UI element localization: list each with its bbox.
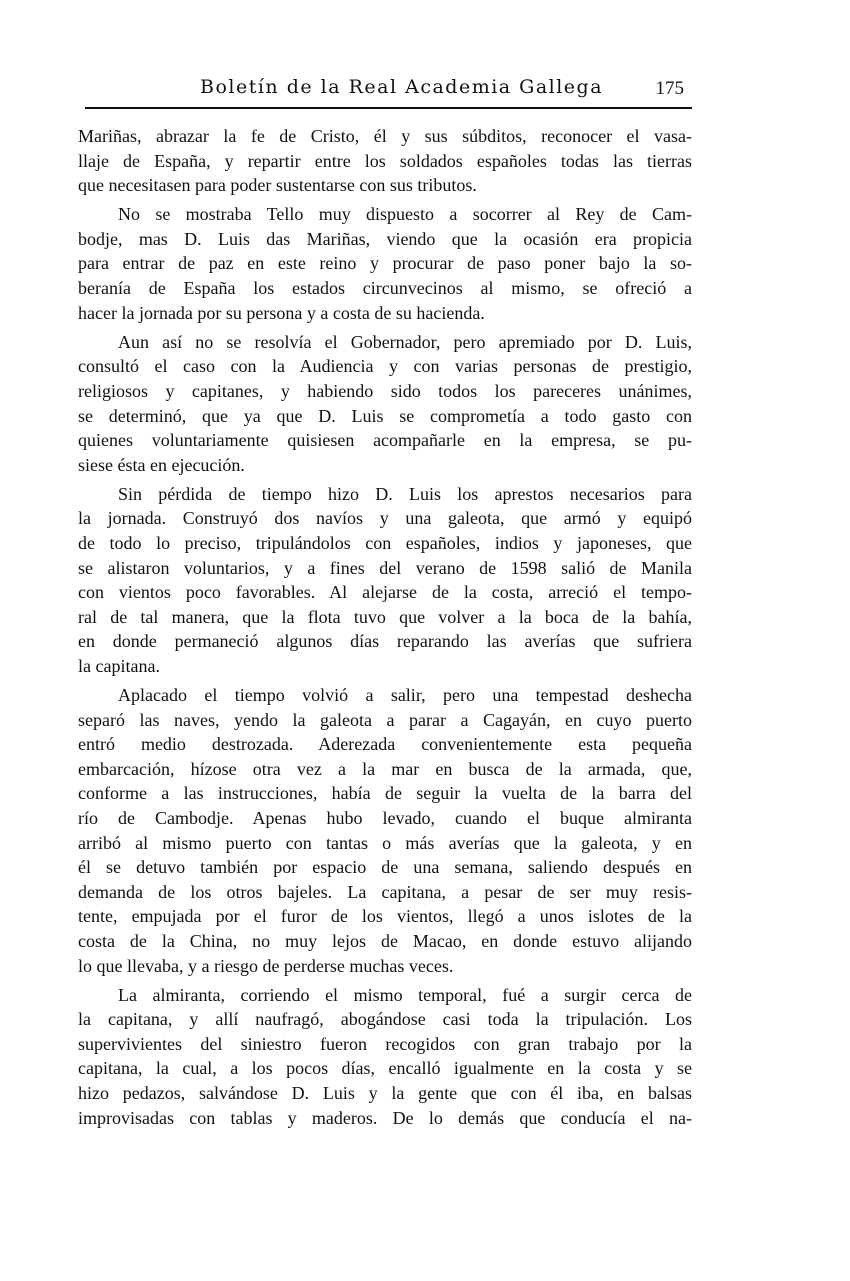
text-line: Aplacado el tiempo volvió a salir, pero una tempestad deshecha [118,685,692,706]
paragraph [78,330,692,478]
text-line: él se detuvo también por espacio de una semana, saliendo después en [78,857,692,878]
text-line: beranía de España los estados circunvecinos al mismo, se ofreció a [78,278,692,299]
text-line: Mariñas, abrazar la fe de Cristo, él y sus súbditos, reconocer el vasa- [78,126,692,146]
header-rule [85,107,692,109]
text-line: la jornada. Construyó dos navíos y una galeota, que armó y equipó [78,508,692,529]
paragraph [78,124,692,198]
body-text [78,124,692,1135]
text-line: improvisadas con tablas y maderos. De lo demás que conducía el na- [78,1107,692,1128]
text-line: entró medio destrozada. Aderezada convenientemente esta pequeña [78,734,692,755]
text-line: siese ésta en ejecución. [78,454,245,475]
text-line: con vientos poco favorables. Al alejarse de la costa, arreció el tempo- [78,582,692,603]
text-line: hizo pedazos, salvándose D. Luis y la gente que con él iba, en balsas [78,1083,692,1104]
paragraph [78,482,692,679]
text-line: Aun así no se resolvía el Gobernador, pero apremiado por D. Luis, [118,331,692,352]
text-line: Sin pérdida de tiempo hizo D. Luis los aprestos necesarios para [118,483,692,504]
text-line: bodje, mas D. Luis das Mariñas, viendo que la ocasión era propicia [78,228,692,249]
text-line: quienes voluntariamente quisiesen acompañarle en la empresa, se pu- [78,430,692,451]
text-line: la capitana. [78,655,160,676]
text-line: de todo lo preciso, tripulándolos con españoles, indios y japoneses, que [78,533,692,553]
text-line: que necesitasen para poder sustentarse con sus tributos. [78,175,477,196]
text-line: supervivientes del siniestro fueron recogidos con gran trabajo por la [78,1033,692,1054]
text-line: arribó al mismo puerto con tantas o más averías que la galeota, y en [78,832,692,853]
paragraph [78,683,692,978]
text-line: capitana, la cual, a los pocos días, encalló igualmente en la costa y se [78,1058,692,1079]
journal-title: Boletín de la Real Academia Gallega [200,76,604,98]
text-line: se determinó, que ya que D. Luis se comprometía a todo gasto con [78,405,692,426]
page-number: 175 [655,78,684,99]
text-line: en donde permaneció algunos días reparando las averías que sufriera [78,631,692,652]
text-line: embarcación, hízose otra vez a la mar en busca de la armada, que, [78,758,692,779]
text-line: demanda de los otros bajeles. La capitana, a pesar de ser muy resis- [78,881,692,902]
text-line: tente, empujada por el furor de los vientos, llegó a unos islotes de la [78,906,692,927]
text-line: ral de tal manera, que la flota tuvo que volver a la boca de la bahía, [78,606,692,627]
text-line: La almiranta, corriendo el mismo temporal, fué a surgir cerca de [118,984,692,1005]
text-line: río de Cambodje. Apenas hubo levado, cuando el buque almiranta [78,808,692,829]
running-header [85,74,692,106]
text-line: consultó el caso con la Audiencia y con varias personas de prestigio, [78,356,692,377]
text-line: separó las naves, yendo la galeota a parar a Cagayán, en cuyo puerto [78,709,692,730]
text-line: religiosos y capitanes, y habiendo sido todos los pareceres unánimes, [78,380,692,401]
text-line: llaje de España, y repartir entre los soldados españoles todas las tierras [78,150,692,171]
text-line: se alistaron voluntarios, y a fines del verano de 1598 salió de Manila [78,557,692,578]
paragraph [78,983,692,1131]
text-line: costa de la China, no muy lejos de Macao, en donde estuvo alijando [78,931,692,951]
text-line: conforme a las instrucciones, había de seguir la vuelta de la barra del [78,783,692,804]
text-line: hacer la jornada por su persona y a costa de su hacienda. [78,302,485,323]
text-line: para entrar de paz en este reino y procurar de paso poner bajo la so- [78,253,692,274]
text-line: No se mostraba Tello muy dispuesto a socorrer al Rey de Cam- [118,204,692,225]
text-line: lo que llevaba, y a riesgo de perderse muchas veces. [78,955,454,976]
paragraph [78,202,692,325]
text-line: la capitana, y allí naufragó, abogándose casi toda la tripulación. Los [78,1009,692,1030]
